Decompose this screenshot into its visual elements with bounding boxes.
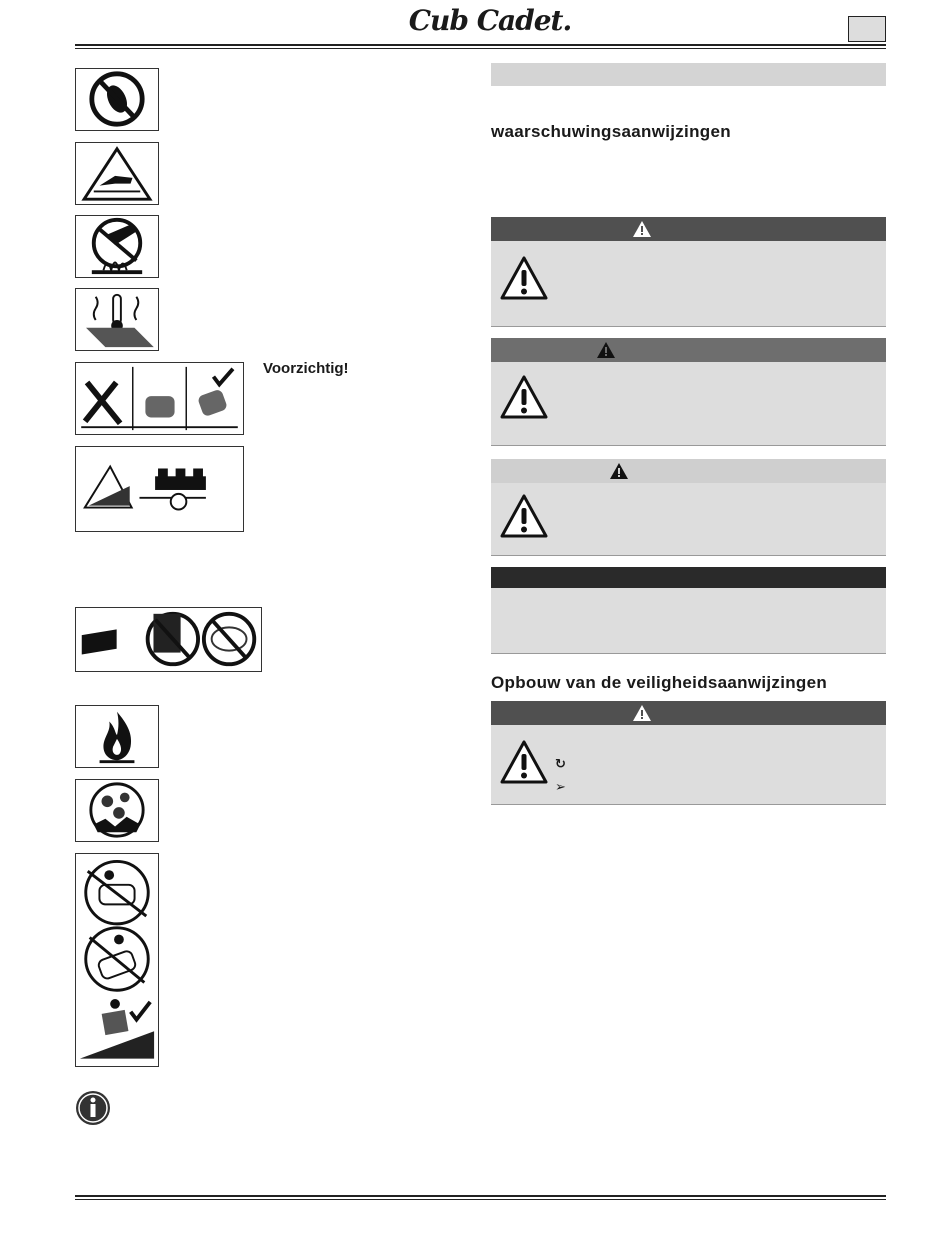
warning-triangle-icon (499, 374, 549, 420)
warning-triangle-icon (609, 462, 629, 480)
warning-triangle-icon (632, 704, 652, 722)
hot-surface-warning-icon (75, 142, 159, 205)
example-warning-body (491, 725, 886, 805)
caution-body (491, 483, 886, 556)
danger-body (491, 241, 886, 327)
example-warning-header (491, 701, 886, 725)
no-hand-fire-icon (75, 215, 159, 278)
debris-icon (75, 779, 159, 842)
warning-instructions-title: waarschuwingsaanwijzingen (491, 122, 731, 141)
header-divider (75, 44, 886, 49)
language-tab (848, 16, 886, 42)
warning-triangle-icon (499, 255, 549, 301)
warning-triangle-icon (596, 341, 616, 359)
caution-label: Voorzichtig! (263, 360, 349, 377)
section-header-bar (491, 63, 886, 86)
warning-header (491, 338, 886, 362)
info-icon (74, 1089, 112, 1127)
slope-max-icon (75, 446, 244, 532)
consequence-symbol: ↻ (555, 756, 566, 771)
danger-header (491, 217, 886, 241)
no-foot-icon (75, 68, 159, 131)
discharge-chute-icon (75, 607, 262, 672)
warning-body (491, 362, 886, 446)
brand-logo: Cub Cadet. (408, 4, 572, 37)
hot-temperature-icon (75, 288, 159, 351)
caution-header (491, 459, 886, 483)
warning-triangle-icon (499, 739, 549, 785)
note-header (491, 567, 886, 588)
footer-divider (75, 1195, 886, 1200)
safety-structure-title: Opbouw van de veiligheidsaanwijzingen (491, 673, 828, 692)
warning-triangle-icon (499, 493, 549, 539)
flammable-icon (75, 705, 159, 768)
tipping-hazard-icon (75, 853, 159, 1067)
note-body (491, 588, 886, 654)
safe-transport-icon (75, 362, 244, 435)
warning-triangle-icon (632, 220, 652, 238)
action-symbol: ➢ (555, 779, 566, 794)
